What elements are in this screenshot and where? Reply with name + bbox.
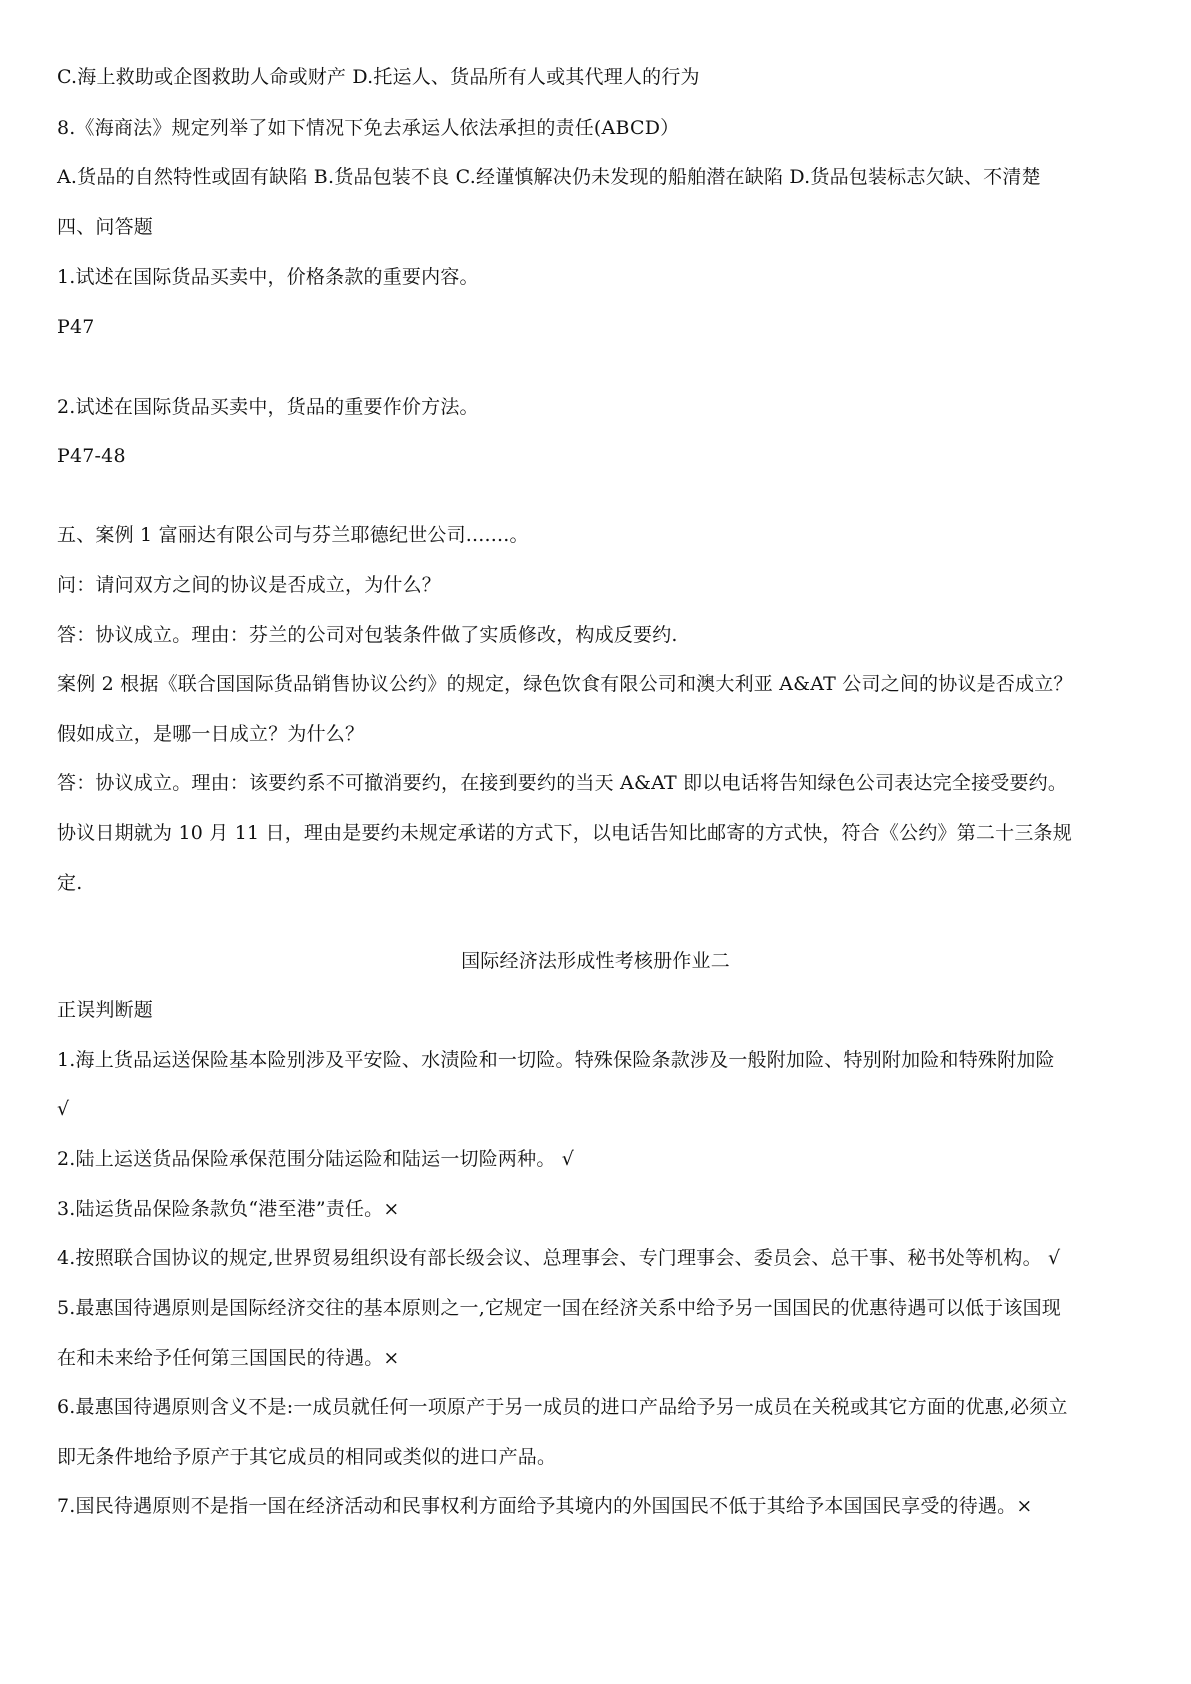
case-question: 案例 2 根据《联合国国际货品销售协议公约》的规定，绿色饮食有限公司和澳大利亚 A&AT 公司之间的协议是否成立？ (57, 673, 1073, 695)
true-false-item: 即无条件地给予原产于其它成员的相同或类似的进口产品。 (57, 1446, 557, 1468)
true-false-item: 7.国民待遇原则不是指一国在经济活动和民事权利方面给予其境内的外国国民不低于其给予本国国民享受的待遇。× (57, 1495, 1033, 1517)
essay-question: 1.试述在国际货品买卖中，价格条款的重要内容。 (57, 266, 479, 288)
case-answer: 答：协议成立。理由：芬兰的公司对包装条件做了实质修改，构成反要约. (57, 624, 678, 646)
q8-question: 8.《海商法》规定列举了如下情况下免去承运人依法承担的责任(ABCD） (57, 117, 680, 139)
true-false-item: 在和未来给予任何第三国国民的待遇。× (57, 1347, 400, 1369)
true-false-item: 4.按照联合国协议的规定,世界贸易组织设有部长级会议、总理事会、专门理事会、委员会、总干事、秘书处等机构。 √ (57, 1247, 1061, 1269)
section-heading: 五、案例 1 富丽达有限公司与芬兰耶德纪世公司.......。 (57, 524, 529, 546)
homework-title: 国际经济法形成性考核册作业二 (461, 950, 730, 972)
q8-options: A.货品的自然特性或固有缺陷 B.货品包装不良 C.经谨慎解决仍未发现的船舶潜在缺陷 D.货品包装标志欠缺、不清楚 (57, 166, 1041, 188)
true-false-answer: √ (57, 1098, 70, 1120)
case-answer: 答：协议成立。理由：该要约系不可撤消要约，在接到要约的当天 A&AT 即以电话将告知绿色公司表达完全接受要约。 (57, 772, 1068, 794)
page-reference: P47 (57, 316, 95, 338)
case-answer: 协议日期就为 10 月 11 日，理由是要约未规定承诺的方式下，以电话告知比邮寄的方式快，符合《公约》第二十三条规 (57, 822, 1072, 844)
true-false-item: 5.最惠国待遇原则是国际经济交往的基本原则之一,它规定一国在经济关系中给予另一国国民的优惠待遇可以低于该国现 (57, 1297, 1061, 1319)
true-false-item: 3.陆运货品保险条款负“港至港”责任。× (57, 1198, 400, 1220)
essay-question: 2.试述在国际货品买卖中，货品的重要作价方法。 (57, 396, 479, 418)
section-heading: 正误判断题 (57, 999, 154, 1021)
page-reference: P47-48 (57, 445, 126, 467)
case-answer: 定. (57, 872, 83, 894)
case-question: 假如成立，是哪一日成立？为什么？ (57, 723, 365, 745)
true-false-item: 6.最惠国待遇原则含义不是:一成员就任何一项原产于另一成员的进口产品给予另一成员在关税或其它方面的优惠,必须立 (57, 1396, 1068, 1418)
q7-options-cd: C.海上救助或企图救助人命或财产 D.托运人、货品所有人或其代理人的行为 (57, 66, 700, 88)
section-heading: 四、问答题 (57, 216, 154, 238)
true-false-item: 2.陆上运送货品保险承保范围分陆运险和陆运一切险两种。 √ (57, 1148, 575, 1170)
case-question: 问：请问双方之间的协议是否成立，为什么？ (57, 574, 442, 596)
true-false-item: 1.海上货品运送保险基本险别涉及平安险、水渍险和一切险。特殊保险条款涉及一般附加险、特别附加险和特殊附加险 (57, 1049, 1055, 1071)
